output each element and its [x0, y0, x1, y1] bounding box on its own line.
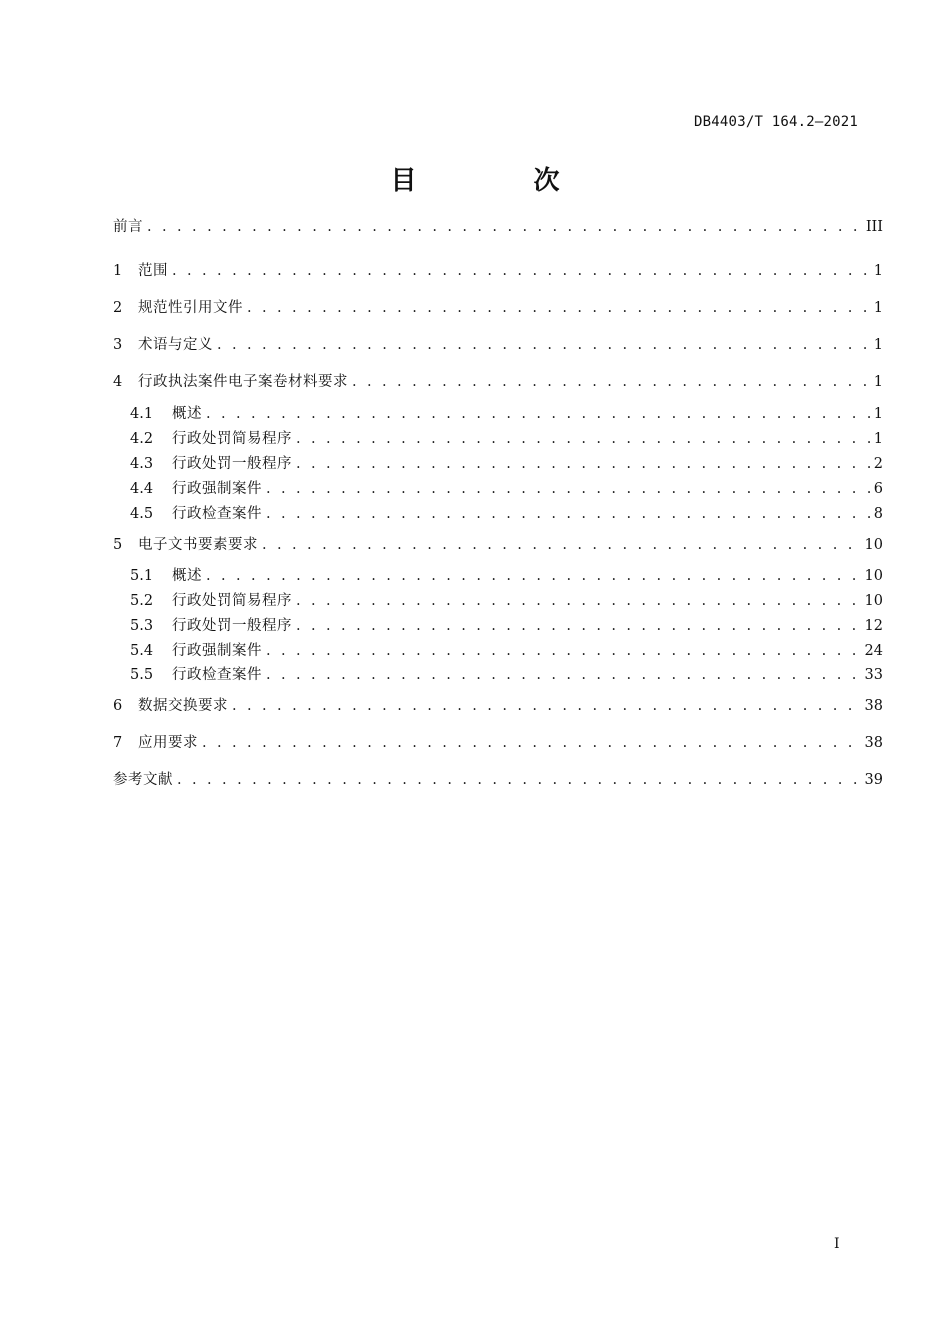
toc-subentry[interactable] — [130, 404, 883, 424]
toc-entry-label: 行政强制案件 — [172, 643, 262, 659]
toc-entry-page: III — [865, 219, 883, 235]
page-title: 目 次 — [390, 166, 614, 196]
toc-leader-dots — [266, 479, 870, 499]
toc-subentry[interactable] — [130, 641, 883, 661]
toc-entry-label: 参考文献 — [113, 772, 173, 788]
toc-entry-page: 1 — [873, 337, 883, 353]
toc-subentry[interactable] — [130, 429, 883, 449]
toc-entry-label: 范围 — [138, 263, 168, 279]
toc-leader-dots — [296, 429, 870, 449]
toc-entry-page: 8 — [873, 506, 883, 522]
toc-leader-dots — [206, 404, 870, 424]
document-code: DB4403/T 164.2—2021 — [694, 114, 858, 130]
toc-leader-dots — [266, 504, 870, 524]
toc-entry-label: 概述 — [172, 568, 202, 584]
toc-entry[interactable] — [113, 372, 883, 392]
toc-entry-page: 6 — [873, 481, 883, 497]
toc-leader-dots — [262, 535, 861, 555]
toc-entry-page: 12 — [864, 618, 883, 634]
toc-entry-label: 行政执法案件电子案卷材料要求 — [138, 374, 348, 390]
toc-entry-number: 5.2 — [130, 593, 154, 609]
toc-subentry[interactable] — [130, 504, 883, 524]
toc-entry-page: 38 — [864, 735, 883, 751]
toc-leader-dots — [206, 566, 861, 586]
toc-leader-dots — [296, 591, 861, 611]
toc-entry-number: 1 — [113, 263, 123, 279]
toc-entry-label: 行政处罚简易程序 — [172, 593, 292, 609]
toc-leader-dots — [202, 733, 861, 753]
toc-entry-page: 38 — [864, 698, 883, 714]
toc-entry-label: 行政处罚一般程序 — [172, 456, 292, 472]
toc-entry-number: 3 — [113, 337, 123, 353]
toc-entry-page: 1 — [873, 431, 883, 447]
toc-entry-page: 33 — [864, 667, 883, 683]
toc-entry-label: 电子文书要素要求 — [138, 537, 258, 553]
toc-entry-label: 行政强制案件 — [172, 481, 262, 497]
toc-entry-label: 应用要求 — [138, 735, 198, 751]
toc-entry[interactable] — [113, 535, 883, 555]
toc-entry-page: 1 — [873, 300, 883, 316]
toc-entry-label: 行政检查案件 — [172, 506, 262, 522]
toc-entry-number: 5.1 — [130, 568, 154, 584]
toc-leader-dots — [232, 696, 861, 716]
toc-entry[interactable] — [113, 770, 883, 790]
toc-entry-page: 1 — [873, 263, 883, 279]
toc-entry-number: 4.2 — [130, 431, 154, 447]
toc-subentry[interactable] — [130, 591, 883, 611]
toc-subentry[interactable] — [130, 566, 883, 586]
toc-leader-dots — [247, 298, 870, 318]
toc-leader-dots — [147, 217, 862, 237]
toc-entry-page: 1 — [873, 406, 883, 422]
toc-entry[interactable] — [113, 261, 883, 281]
toc-leader-dots — [296, 616, 861, 636]
toc-entry-number: 7 — [113, 735, 123, 751]
toc-entry-number: 5.5 — [130, 667, 154, 683]
toc-entry[interactable] — [113, 335, 883, 355]
toc-entry-number: 5 — [113, 537, 123, 553]
toc-entry-number: 4 — [113, 374, 123, 390]
toc-subentry[interactable] — [130, 454, 883, 474]
toc-entry-number: 2 — [113, 300, 123, 316]
toc-subentry[interactable] — [130, 616, 883, 636]
toc-entry-label: 概述 — [172, 406, 202, 422]
toc-entry-number: 5.4 — [130, 643, 154, 659]
page-number: I — [834, 1236, 840, 1252]
toc-entry-page: 10 — [864, 568, 883, 584]
toc-leader-dots — [296, 454, 870, 474]
toc-entry-label: 行政检查案件 — [172, 667, 262, 683]
toc-entry[interactable] — [113, 733, 883, 753]
toc-entry-label: 数据交换要求 — [138, 698, 228, 714]
toc-leader-dots — [217, 335, 870, 355]
toc-subentry[interactable] — [130, 665, 883, 685]
toc-entry-page: 2 — [873, 456, 883, 472]
toc-entry-label: 前言 — [113, 219, 143, 235]
toc-entry-label: 行政处罚简易程序 — [172, 431, 292, 447]
toc-leader-dots — [177, 770, 861, 790]
toc-leader-dots — [172, 261, 870, 281]
toc-entry-number: 5.3 — [130, 618, 154, 634]
toc-entry-page: 10 — [864, 537, 883, 553]
toc-entry-number: 4.1 — [130, 406, 154, 422]
toc-entry-label: 行政处罚一般程序 — [172, 618, 292, 634]
toc-entry[interactable] — [113, 696, 883, 716]
toc-entry[interactable] — [113, 298, 883, 318]
toc-entry-page: 39 — [864, 772, 883, 788]
toc-entry-number: 4.3 — [130, 456, 154, 472]
toc-entry-number: 4.5 — [130, 506, 154, 522]
toc-subentry[interactable] — [130, 479, 883, 499]
toc-entry-page: 1 — [873, 374, 883, 390]
toc-entry-label: 规范性引用文件 — [138, 300, 243, 316]
toc-entry-number: 6 — [113, 698, 123, 714]
toc-leader-dots — [352, 372, 870, 392]
toc-entry-number: 4.4 — [130, 481, 154, 497]
toc-entry-page: 24 — [864, 643, 883, 659]
toc-entry[interactable] — [113, 217, 883, 237]
toc-leader-dots — [266, 641, 861, 661]
toc-entry-label: 术语与定义 — [138, 337, 213, 353]
toc-leader-dots — [266, 665, 861, 685]
toc-entry-page: 10 — [864, 593, 883, 609]
